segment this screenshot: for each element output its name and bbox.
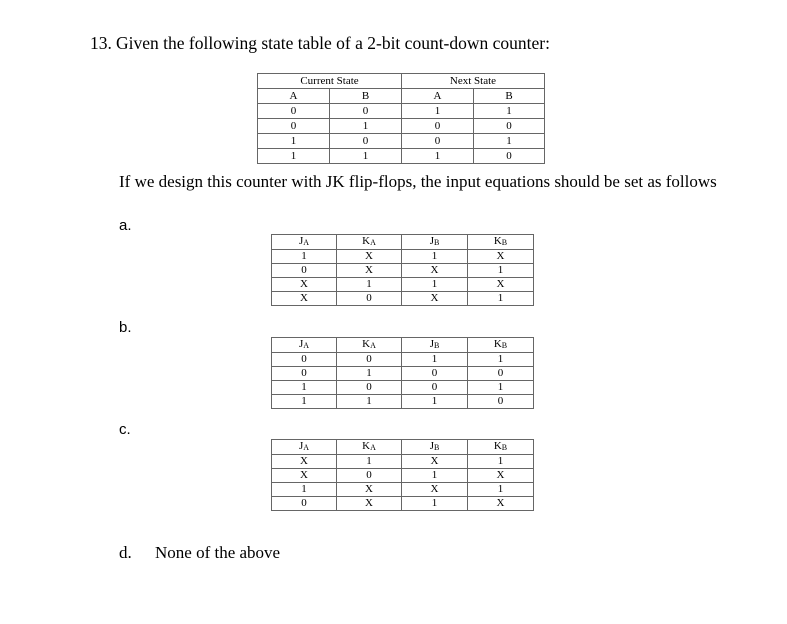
state-table-column-row — [258, 89, 545, 104]
ka-header: $K_A$ — [337, 338, 402, 353]
table-cell: X — [402, 264, 468, 278]
table-row — [272, 367, 534, 381]
table-cell: 1 — [337, 278, 402, 292]
table-cell: 0 — [337, 381, 402, 395]
table-cell: 0 — [272, 367, 337, 381]
table-cell: 1 — [402, 104, 474, 119]
table-cell: 0 — [468, 395, 534, 409]
table-row — [258, 119, 545, 134]
table-cell: 0 — [337, 353, 402, 367]
table-cell: 1 — [402, 497, 468, 511]
table-cell: X — [272, 292, 337, 306]
table-cell: 1 — [468, 264, 534, 278]
table-row — [258, 134, 545, 149]
table-cell: 1 — [402, 149, 474, 164]
ja-header: $J_A$ — [272, 440, 337, 455]
table-cell: 1 — [468, 381, 534, 395]
table-cell: X — [402, 483, 468, 497]
column-header: A — [258, 89, 330, 104]
table-row — [258, 149, 545, 164]
kb-header: $K_B$ — [468, 235, 534, 250]
table-cell: 1 — [258, 149, 330, 164]
table-cell: 1 — [272, 483, 337, 497]
option-a-label: a. — [119, 217, 132, 234]
table-cell: X — [402, 455, 468, 469]
table-cell: 1 — [258, 134, 330, 149]
table-cell: 0 — [337, 469, 402, 483]
option-a-header-row — [272, 235, 534, 250]
option-b-table — [271, 337, 534, 409]
next-state-header: Next State — [402, 74, 545, 89]
current-state-header: Current State — [258, 74, 402, 89]
table-cell: X — [468, 469, 534, 483]
question-stem: Given the following state table of a 2-bit count-down counter: — [116, 33, 550, 53]
table-cell: 0 — [258, 119, 330, 134]
table-cell: 0 — [402, 381, 468, 395]
table-cell: 1 — [402, 353, 468, 367]
table-row — [272, 353, 534, 367]
table-cell: X — [337, 250, 402, 264]
table-row — [272, 395, 534, 409]
table-cell: 1 — [468, 292, 534, 306]
ja-header: $J_A$ — [272, 235, 337, 250]
table-row — [272, 497, 534, 511]
ka-header: $K_A$ — [337, 235, 402, 250]
table-cell: X — [272, 455, 337, 469]
table-cell: X — [272, 278, 337, 292]
table-cell: 1 — [272, 381, 337, 395]
table-cell: 0 — [337, 292, 402, 306]
table-cell: 1 — [402, 469, 468, 483]
table-row — [272, 455, 534, 469]
table-cell: 1 — [330, 149, 402, 164]
table-cell: 0 — [272, 353, 337, 367]
table-cell: 1 — [402, 278, 468, 292]
table-cell: 0 — [468, 367, 534, 381]
option-c-label: c. — [119, 421, 131, 438]
table-cell: 0 — [474, 119, 545, 134]
table-cell: 1 — [468, 455, 534, 469]
question-text — [90, 33, 550, 54]
kb-header: $K_B$ — [468, 338, 534, 353]
jb-header: $J_B$ — [402, 440, 468, 455]
table-cell: 1 — [337, 367, 402, 381]
table-cell: X — [272, 469, 337, 483]
kb-header: $K_B$ — [468, 440, 534, 455]
table-cell: 1 — [402, 250, 468, 264]
table-cell: 0 — [272, 497, 337, 511]
table-cell: 1 — [337, 395, 402, 409]
column-header: B — [474, 89, 545, 104]
option-d-label: d. — [119, 543, 132, 562]
table-cell: 0 — [330, 134, 402, 149]
table-cell: 0 — [402, 119, 474, 134]
table-cell: X — [468, 497, 534, 511]
table-row — [272, 469, 534, 483]
table-cell: 1 — [337, 455, 402, 469]
ka-header: $K_A$ — [337, 440, 402, 455]
table-cell: 1 — [468, 353, 534, 367]
table-cell: 0 — [330, 104, 402, 119]
table-cell: X — [337, 483, 402, 497]
table-row — [272, 264, 534, 278]
table-cell: 1 — [272, 395, 337, 409]
table-cell: X — [468, 250, 534, 264]
table-row — [272, 278, 534, 292]
table-cell: 0 — [474, 149, 545, 164]
option-d-text: None of the above — [155, 543, 281, 562]
table-row — [272, 292, 534, 306]
column-header: B — [330, 89, 402, 104]
table-cell: 1 — [468, 483, 534, 497]
table-cell: 1 — [474, 134, 545, 149]
table-row — [272, 483, 534, 497]
state-table-group-row — [258, 74, 545, 89]
option-a-table — [271, 234, 534, 306]
table-cell: X — [337, 497, 402, 511]
table-cell: 1 — [330, 119, 402, 134]
ja-header: $J_A$ — [272, 338, 337, 353]
column-header: A — [402, 89, 474, 104]
table-row — [272, 250, 534, 264]
table-cell: 1 — [474, 104, 545, 119]
table-cell: 0 — [402, 367, 468, 381]
option-c-header-row — [272, 440, 534, 455]
table-cell: 1 — [402, 395, 468, 409]
state-table — [257, 73, 545, 164]
table-cell: 0 — [258, 104, 330, 119]
option-b-label: b. — [119, 319, 132, 336]
table-cell: X — [468, 278, 534, 292]
option-c-table — [271, 439, 534, 511]
option-b-header-row — [272, 338, 534, 353]
table-cell: 0 — [272, 264, 337, 278]
prompt-text: If we design this counter with JK flip-flops, the input equations should be set as follows — [119, 172, 717, 191]
table-cell: X — [337, 264, 402, 278]
table-cell: X — [402, 292, 468, 306]
question-number: 13. — [90, 33, 112, 53]
jb-header: $J_B$ — [402, 338, 468, 353]
table-row — [272, 381, 534, 395]
table-cell: 1 — [272, 250, 337, 264]
jb-header: $J_B$ — [402, 235, 468, 250]
table-cell: 0 — [402, 134, 474, 149]
table-row — [258, 104, 545, 119]
